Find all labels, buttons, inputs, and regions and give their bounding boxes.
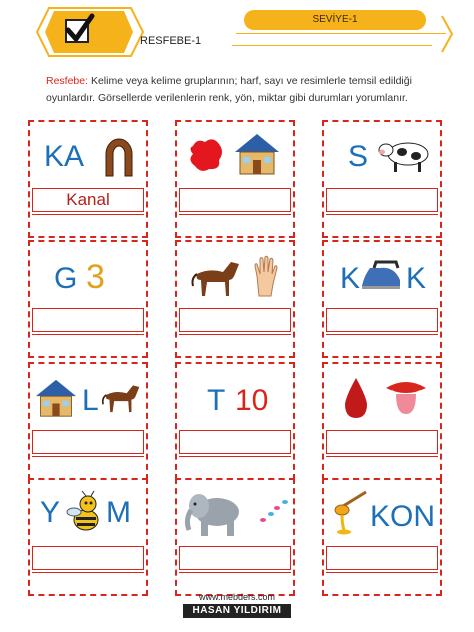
red-blob-icon <box>187 136 225 174</box>
honey-dipper-icon <box>330 488 370 536</box>
puzzle-card-11 <box>175 478 295 596</box>
answer-line <box>32 214 144 237</box>
horseshoe-icon <box>100 134 138 178</box>
card-letters: G <box>54 262 78 295</box>
intro-text: Kelime veya kelime gruplarının; harf, sayı ve resimlerle temsil edildiği oyunlardır. Görsellerde verilenlerin renk, yön, miktar gibi durumları yorumlanır. <box>46 75 412 104</box>
footer-author: HASAN YILDIRIM <box>183 604 291 618</box>
answer-line <box>179 456 291 479</box>
puzzle-card-6 <box>322 240 442 358</box>
intro-keyword: Resfebe: <box>46 75 89 87</box>
puzzle-card-2 <box>175 120 295 238</box>
card-letters-right: M <box>106 496 131 529</box>
header-divider <box>236 33 446 34</box>
answer-line <box>326 214 438 237</box>
answer-line <box>326 334 438 357</box>
card-number: 10 <box>235 384 269 417</box>
card-letters: T <box>207 384 226 417</box>
card-letters-right: K <box>406 262 427 295</box>
puzzle-card-5 <box>175 240 295 358</box>
cow-icon <box>378 136 434 174</box>
puzzle-card-12 <box>322 478 442 596</box>
card-number: 3 <box>86 258 105 296</box>
puzzle-card-7 <box>28 362 148 480</box>
answer-line <box>179 334 291 357</box>
iron-icon <box>360 258 404 292</box>
card-letters: S <box>348 140 369 173</box>
hand-icon <box>251 254 281 298</box>
answer-line <box>32 456 144 479</box>
house-icon <box>233 132 281 176</box>
header-badge <box>44 10 134 54</box>
answer-line <box>179 214 291 237</box>
puzzle-card-8 <box>175 362 295 480</box>
blood-drop-icon <box>342 376 370 420</box>
card-letters: K <box>340 262 361 295</box>
tongue-icon <box>384 376 428 416</box>
card-letters: KON <box>370 500 436 533</box>
bee-icon <box>66 490 106 534</box>
answer-text: Kanal <box>66 190 110 209</box>
house-icon <box>34 378 78 418</box>
footprints-icon <box>257 496 291 526</box>
intro-paragraph <box>46 73 456 107</box>
horse-icon <box>189 256 245 300</box>
card-letters: L <box>82 384 99 417</box>
card-letters: Y <box>40 496 61 529</box>
answer-line <box>32 334 144 357</box>
puzzle-card-4 <box>28 240 148 358</box>
level-badge: SEVİYE-1 <box>244 10 426 30</box>
elephant-icon <box>183 486 245 538</box>
footer-url: www.mebders.com <box>198 592 276 602</box>
worksheet-title: RESFEBE-1 <box>140 35 202 47</box>
puzzle-card-1 <box>28 120 148 238</box>
title-underline <box>232 45 432 46</box>
card-letters: KA <box>44 140 85 173</box>
header-bracket <box>440 14 454 54</box>
answer-line <box>326 456 438 479</box>
horse-icon <box>100 380 144 416</box>
puzzle-card-9 <box>322 362 442 480</box>
puzzle-card-3 <box>322 120 442 238</box>
puzzle-card-10 <box>28 478 148 596</box>
